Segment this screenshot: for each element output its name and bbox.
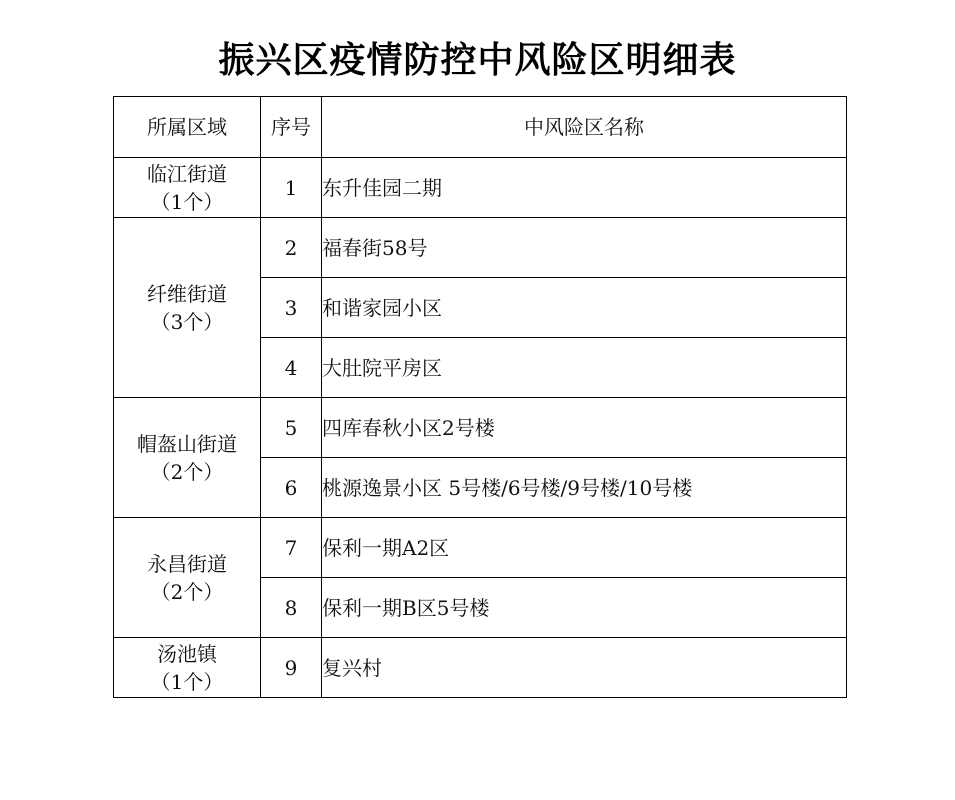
region-count: （2个） <box>150 579 224 604</box>
region-cell <box>114 218 261 398</box>
table-row <box>114 158 847 218</box>
table-row <box>114 638 847 698</box>
table-row <box>114 218 847 278</box>
seq-cell: 6 <box>261 458 322 518</box>
region-count: （3个） <box>150 309 224 334</box>
region-count: （1个） <box>150 189 224 214</box>
area-name-cell: 桃源逸景小区 5号楼/6号楼/9号楼/10号楼 <box>322 458 847 518</box>
region-name: 临江街道 <box>147 161 227 186</box>
region-name: 帽盔山街道 <box>137 431 237 456</box>
region-cell <box>114 398 261 518</box>
header-name: 中风险区名称 <box>322 97 847 158</box>
seq-cell: 4 <box>261 338 322 398</box>
region-cell <box>114 158 261 218</box>
area-name-cell: 和谐家园小区 <box>322 278 847 338</box>
table-row <box>114 518 847 578</box>
page-title: 振兴区疫情防控中风险区明细表 <box>218 40 737 81</box>
table-row <box>114 398 847 458</box>
risk-area-table <box>113 96 847 698</box>
area-name-cell: 保利一期B区5号楼 <box>322 578 847 638</box>
area-name-cell: 四库春秋小区2号楼 <box>322 398 847 458</box>
region-name: 汤池镇 <box>157 641 217 666</box>
region-count: （1个） <box>150 669 224 694</box>
seq-cell: 5 <box>261 398 322 458</box>
header-seq: 序号 <box>261 97 322 158</box>
table-header-row <box>114 97 847 158</box>
seq-cell: 3 <box>261 278 322 338</box>
area-name-cell: 复兴村 <box>322 638 847 698</box>
region-name: 纤维街道 <box>147 281 227 306</box>
seq-cell: 1 <box>261 158 322 218</box>
seq-cell: 7 <box>261 518 322 578</box>
seq-cell: 9 <box>261 638 322 698</box>
seq-cell: 8 <box>261 578 322 638</box>
area-name-cell: 福春街58号 <box>322 218 847 278</box>
region-cell <box>114 638 261 698</box>
area-name-cell: 大肚院平房区 <box>322 338 847 398</box>
region-count: （2个） <box>150 459 224 484</box>
region-name: 永昌街道 <box>147 551 227 576</box>
header-region: 所属区域 <box>114 97 261 158</box>
seq-cell: 2 <box>261 218 322 278</box>
area-name-cell: 东升佳园二期 <box>322 158 847 218</box>
area-name-cell: 保利一期A2区 <box>322 518 847 578</box>
region-cell <box>114 518 261 638</box>
